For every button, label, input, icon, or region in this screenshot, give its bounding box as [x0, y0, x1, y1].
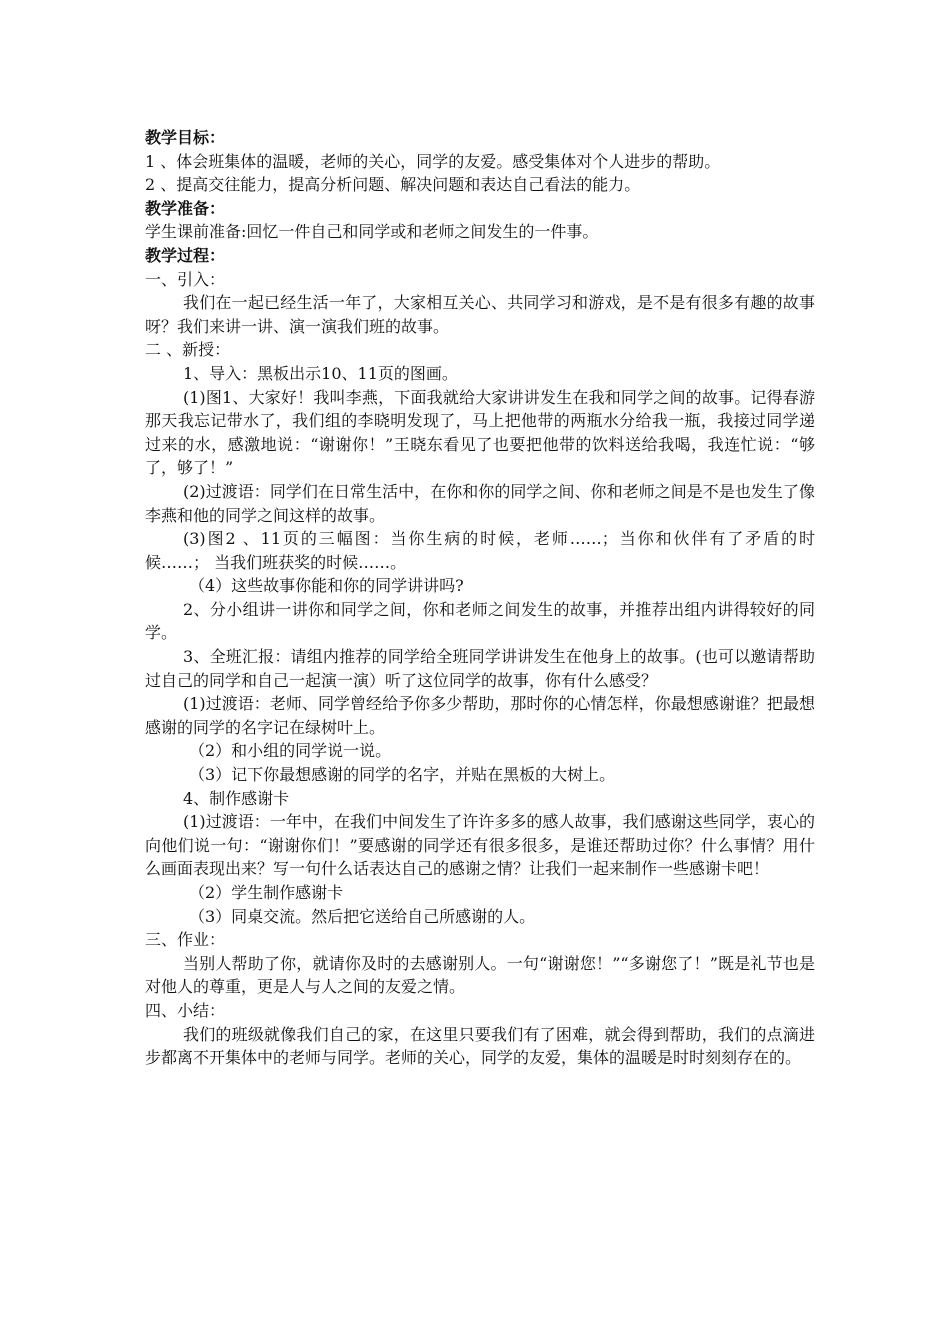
goal-item-2: 2 、提高交往能力，提高分析问题、解决问题和表达自己看法的能力。: [145, 175, 641, 195]
lesson-plan-document: [145, 126, 815, 1070]
new-step-1a: (1)图1、大家好！我叫李燕，下面我就给大家讲讲发生在我和同学之间的故事。记得春游那天我忘记带水了，我们组的李晓明发现了，马上把他带的两瓶水分给我一瓶，我接过同学递过来的水，感激地说：“谢谢你！”王晓东看见了也要把他带的饮料送给我喝，我连忙说：“够了，够了！”: [145, 387, 815, 478]
process-heading: 教学过程：: [145, 245, 226, 265]
new-step-1b: (2)过渡语：同学们在日常生活中，在你和你的同学之间、你和老师之间是不是也发生了像李燕和他的同学之间这样的故事。: [145, 481, 815, 525]
goal-item-1: 1 、体会班集体的温暖，老师的关心，同学的友爱。感受集体对个人进步的帮助。: [145, 151, 721, 171]
prep-text: 学生课前准备:回忆一件自己和同学或和老师之间发生的一件事。: [145, 222, 599, 242]
intro-text: 我们在一起已经生活一年了，大家相互关心、共同学习和游戏，是不是有很多有趣的故事呀？我们来讲一讲、演一演我们班的故事。: [145, 293, 815, 336]
summary-text: 我们的班级就像我们自己的家，在这里只要我们有了困难，就会得到帮助，我们的点滴进步都离不开集体中的老师与同学。老师的关心，同学的友爱，集体的温暖是时时刻刻存在的。: [145, 1024, 815, 1068]
new-step-3a: (1)过渡语：老师、同学曾经给予你多少帮助，那时你的心情怎样，你最想感谢谁？把最想感谢的同学的名字记在绿树叶上。: [145, 694, 815, 737]
summary-title: 四、小结：: [145, 1000, 226, 1020]
new-step-4b: （2）学生制作感谢卡: [189, 883, 344, 902]
new-step-3b: （2）和小组的同学说一说。: [189, 741, 392, 761]
goals-heading: 教学目标：: [145, 128, 226, 147]
new-step-1: 1、导入：黑板出示10、11页的图画。: [183, 363, 458, 383]
new-step-3: 3、全班汇报：请组内推荐的同学给全班同学讲讲发生在他身上的故事。(也可以邀请帮助过自己的同学和自己一起演一演）听了这位同学的故事，你有什么感受？: [145, 647, 815, 690]
intro-title: 一、引入：: [145, 269, 226, 289]
new-step-2: 2、分小组讲一讲你和同学之间，你和老师之间发生的故事，并推荐出组内讲得较好的同学。: [145, 599, 815, 643]
homework-text: 当别人帮助了你，就请你及时的去感谢别人。一句“谢谢您！”“多谢您了！”既是礼节也是对他人的尊重，更是人与人之间的友爱之情。: [145, 953, 815, 997]
new-title: 二 、新授：: [145, 340, 231, 360]
new-step-3c: （3）记下你最想感谢的同学的名字，并贴在黑板的大树上。: [189, 765, 616, 785]
new-step-1d: （4）这些故事你能和你的同学讲讲吗?: [189, 576, 464, 596]
homework-title: 三、作业：: [145, 930, 226, 950]
new-step-4a: (1)过渡语：一年中，在我们中间发生了许许多多的感人故事，我们感谢这些同学，衷心的向他们说一句：“谢谢你们！”要感谢的同学还有很多很多，是谁还帮助过你？什么事情？用什么画面表现出来？写一句什么话表达自己的感谢之情？让我们一起来制作一些感谢卡吧！: [145, 812, 815, 879]
new-step-4: 4、制作感谢卡: [183, 788, 290, 808]
new-step-1c: (3)图2 、11页的三幅图：当你生病的时候，老师……；当你和伙伴有了矛盾的时候……； 当我们班获奖的时候……。: [145, 529, 815, 572]
prep-heading: 教学准备：: [145, 198, 226, 218]
new-step-4c: （3）同桌交流。然后把它送给自己所感谢的人。: [189, 906, 536, 926]
